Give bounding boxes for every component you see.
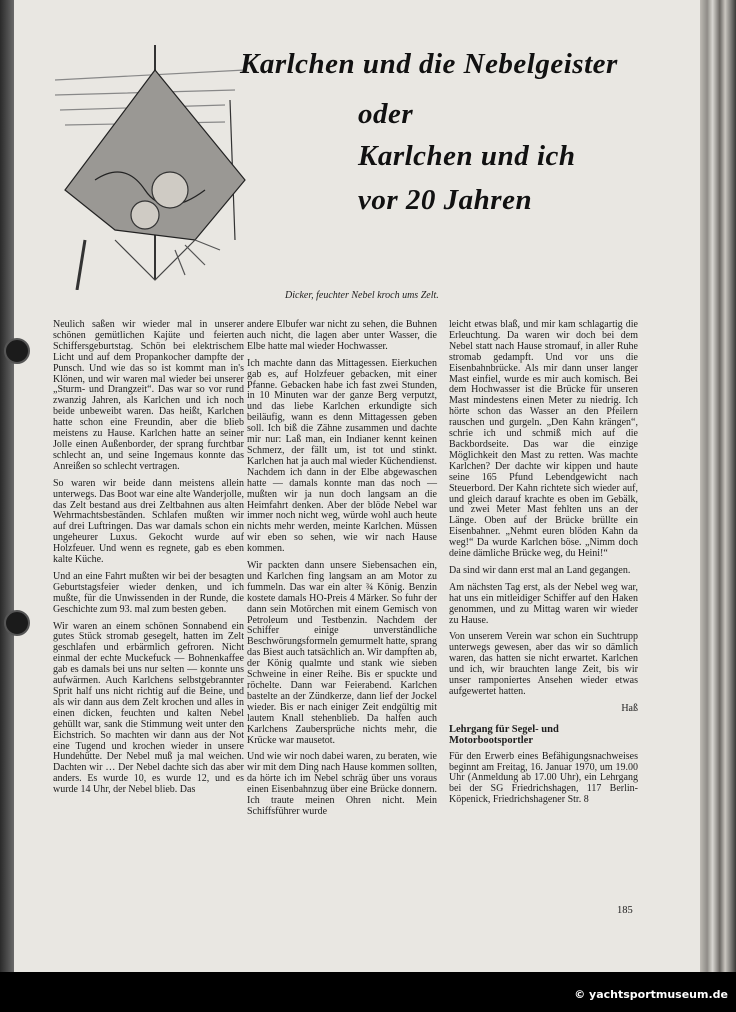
paragraph: So waren wir beide dann meistens allein unterwegs. Das Boot war eine alte Wanderjolle, das Zelt bestand aus drei Zeltbahnen aus alten Wehrmachtsbeständen. Schlafen mußten wir auf drei Luftringen. Das war damals schon ein ungeheurer Luxus. Gekocht wurde auf Holzfeuer. Und wenn es regnete, gab es eben kalte Küche. [53, 477, 244, 566]
title-line-1: Karlchen und die Nebelgeister [240, 48, 618, 80]
illustration-caption: Dicker, feuchter Nebel kroch ums Zelt. [285, 290, 439, 301]
paragraph: Am nächsten Tag erst, als der Nebel weg war, hat uns ein mitleidiger Schiffer auf den Haken genommen, und zu Mittag waren wir wieder zu Hause. [449, 581, 638, 626]
title-line-2: oder [358, 98, 414, 130]
title-line-3: Karlchen und ich [358, 140, 576, 172]
paragraph: Wir packten dann unsere Siebensachen ein, und Karlchen fing langsam an am Motor zu fummeln. Das war ein alter ¾ König. Benzin kostete damals HO-Preis 4 Märker. So fuhr der dann sein Motörchen mit einem Gemisch von Petroleum und Testbenzin. Nachdem der Schiffer einige unverständliche Beschwörungsformeln gemurmelt hatte, sprang das Biest auch tatsächlich an. Wir dampften ab, der König qualmte und stank wie sieben Schweine in einer Reihe. Bis er spuckte und röchelte. Dann war Feierabend. Karlchen bastelte an der Zündkerze, dann lief der Jockel wieder. Bis er nach einiger Zeit endgültig mit lautem Knall stehenblieb. Da halfen auch Karlchens Zaubersprüche nichts mehr, die Krücke war mausetot. [247, 560, 437, 746]
paragraph: Und an eine Fahrt mußten wir bei der besagten Geburtstagsfeier wieder denken, und ich mußte, für die Unwissenden in der Runde, die Geschichte zum 93. mal zum besten geben. [53, 570, 244, 615]
paragraph: Neulich saßen wir wieder mal in unserer schönen gemütlichen Kajüte und feierten Schiffersgeburtstag. Schön bei elektrischem Licht und auf dem Propankocher dampfte der Punsch. Und wie das so ist kommt man in's Klönen, und wir waren mal wieder bei unserer „Sturm- und Drangzeit“. Das war so vor rund zwanzig Jahren, als Karlchen und ich noch beide unbeweibt waren. Das heißt, Karlchen hatte schon eine Freundin, aber die blieb meistens zu Hause. Karlchen hatte an seiner Jolle einen Außenborder, der sprang furchtbar schlecht an, und seine Ingemaus konnte das Anreißen so schlecht vertragen. [53, 319, 244, 472]
column-3 [449, 320, 638, 812]
paragraph: Wir waren an einem schönen Sonnabend ein gutes Stück stromab gesegelt, hatten im Zelt geschlafen und erbärmlich gefroren. Nicht einmal der echte Muckefuck — Bohnenkaffee gab es damals bei uns nur selten — konnte uns aufwärmen. Auch Karlchens selbstgebrannter Sprit half uns nicht richtig auf die Beine, und als wir dann aus dem Zelt krochen und alles in einen dicken, feuchten und kalten Nebel gehüllt war, sank die Stimmung weit unter den Eichstrich. So machten wir dann aus der Not eine Tugend und krochen wieder in unsere Hundehütte. Der Nebel muß ja mal weichen. Dachten wir … Der Nebel dachte sich das aber anders. Es wurde 10, es wurde 12, und es wurde 14 Uhr, der Nebel blieb. Das [53, 620, 244, 796]
notice-text: Für den Erwerb eines Befähigungsnachweises beginnt am Freitag, 16. Januar 1970, um 19.00 Uhr (Anmeldung ab 17.00 Uhr), ein Lehrgang bei der SG Friedrichshagen, 117 Berlin-Köpenick, Friedrichshagener Str. 8 [449, 750, 638, 806]
binder-hole [4, 338, 30, 364]
paragraph: Ich machte dann das Mittagessen. Eierkuchen gab es, auf Holzfeuer gebacken, mit einer Pfanne. Gebacken habe ich fast zwei Stunden, in 10 Minuten war der ganze Berg verputzt, und das liebe Karlchen erkundigte sich beiläufig, wann es denn Mittagessen geben soll. Ich biß die Zähne zusammen und dachte mir nur: Laß man, ein Indianer kennt keinen Schmerz, der fällt um, ist tot und stinkt. Karlchen hat ja auch mal wieder Küchendienst. Nachdem ich dann in der Elbe abgewaschen hatte — damals konnte man das noch — mußten wir ja nun doch langsam an die Heimfahrt denken. Aber der blöde Nebel war immer noch nicht weg, würde wohl auch heute nichts mehr werden, meinte Karlchen. Müssen wir eben so sehen, wie wir nach Hause kommen. [247, 357, 437, 555]
title-line-4: vor 20 Jahren [358, 184, 533, 216]
column-2 [247, 320, 437, 824]
author-signature: Haß [621, 702, 638, 714]
paragraph: Da sind wir dann erst mal an Land gegangen. [449, 564, 631, 576]
binder-hole [4, 610, 30, 636]
paragraph: leicht etwas blaß, und mir kam schlagartig die Erleuchtung. Da waren wir doch bei dem Nebel statt nach Hause stromauf, in aller Ruhe stromab gedampft. Und vor uns die Eisenbahnbrücke. Als mir dann unser langer Mast einfiel, wurde es mir auch komisch. Bei dem Hochwasser ist die Brücke für unseren Mast mindestens einen Meter zu niedrig. Ich hörte schon das Wasser an den Pfeilern rauschen und gurgeln. „Den Kahn krängen“, schrie ich und schmiß mich auf die Backbordseite. Das war die einzige Möglichkeit den Mast zu retten. Was machte Karlchen? Der dachte wir kippen und haute seine 165 Pfund Lebendgewicht nach Steuerbord. Der Kahn richtete sich wieder auf, und gleich darauf krachte es oben im Gebälk, und zwei Meter Mast fehlten uns an der Länge. Oben auf der Brücke brüllte ein Eisenbahner. „Nehmt euren blöden Kahn da weg!“ Da wurde Karlchen böse. „Nimm doch deine dämliche Brücke weg, du Heini!“ [449, 319, 638, 560]
paragraph: Von unserem Verein war schon ein Suchtrupp unterwegs gewesen, aber das wir so dämlich waren, das hatten sie nicht erwartet. Karlchen und ich, wir brauchten lange Zeit, bis wir unser ramponiertes Ansehen wieder etwas aufgewertet hatten. [449, 631, 638, 697]
page-number: 185 [617, 905, 633, 916]
watermark: © yachtsportmuseum.de [574, 988, 728, 1001]
notice-heading: Lehrgang für Segel- und Motorbootsportler [449, 723, 559, 746]
book-left-edge [0, 0, 14, 972]
paragraph: Und wie wir noch dabei waren, zu beraten, wie wir mit dem Ding nach Hause kommen sollten, da hörte ich im Nebel schräg über uns voraus einen Eisenbahnzug über eine Brücke donnern. Ich traute meinen Ohren nicht. Mein Schiffsführer wurde [247, 751, 437, 817]
column-1 [53, 320, 244, 802]
book-spine [700, 0, 736, 972]
paragraph: andere Elbufer war nicht zu sehen, die Buhnen auch nicht, die lagen aber unter Wasser, die Elbe hatte mal wieder Hochwasser. [247, 319, 437, 352]
tent-illustration [55, 40, 255, 290]
